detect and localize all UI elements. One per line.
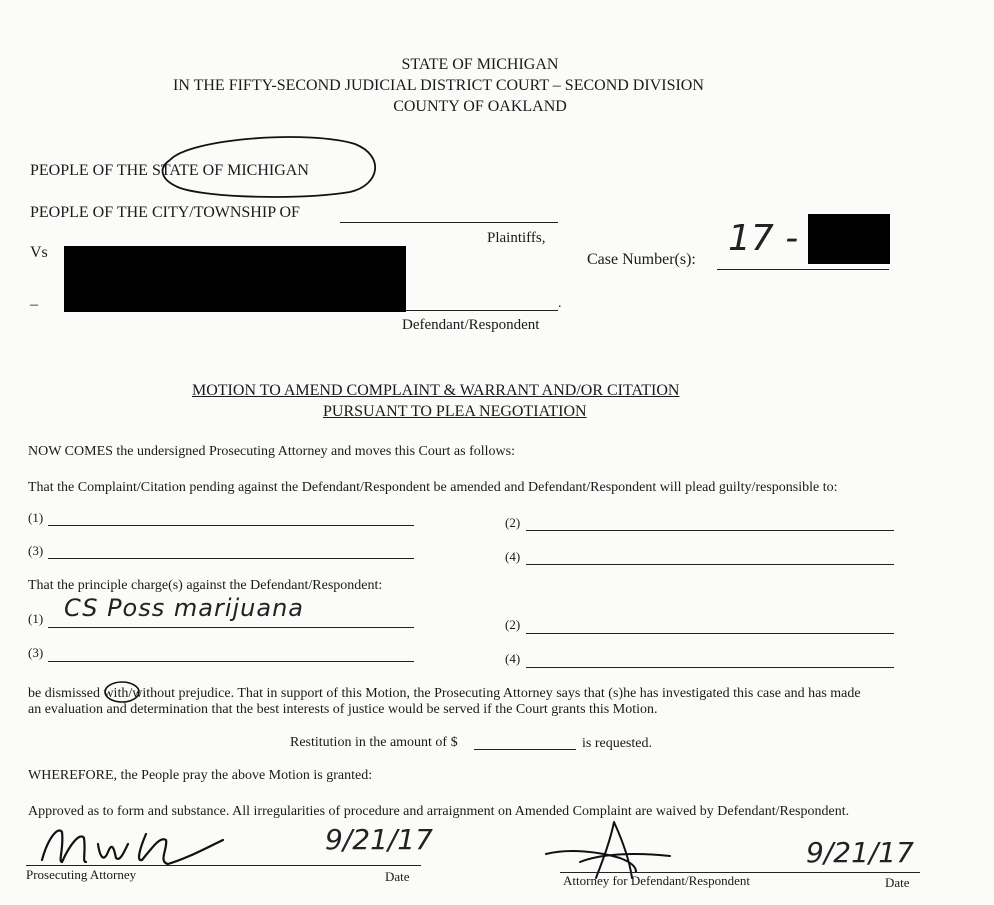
city-line: [340, 222, 558, 223]
plaintiffs-label: Plaintiffs,: [487, 230, 546, 246]
redacted-defendant-name: [64, 246, 406, 312]
charge-item-4: (4): [505, 651, 521, 666]
now-comes-text: NOW COMES the undersigned Prosecuting Attorney and moves this Court as follows:: [28, 444, 515, 459]
principle-charge-text: That the principle charge(s) against the Defendant/Respondent:: [28, 578, 383, 593]
restitution-line[interactable]: [474, 749, 576, 750]
prosecutor-date-handwritten: 9/21/17: [325, 823, 433, 856]
court-name: IN THE FIFTY-SECOND JUDICIAL DISTRICT COURT – SECOND DIVISION: [173, 77, 704, 94]
defense-date-handwritten: 9/21/17: [806, 836, 914, 869]
case-number-handwritten: 17 -: [728, 218, 799, 259]
prosecutor-label: Prosecuting Attorney: [26, 867, 137, 882]
charge-line-1[interactable]: [48, 627, 414, 628]
charge-1-handwritten: CS Poss marijuana: [64, 594, 304, 622]
amend-line-3[interactable]: [48, 558, 414, 559]
charge-line-2[interactable]: [526, 633, 894, 634]
charge-item-1: (1): [28, 611, 44, 626]
dismissed-text-1: be dismissed with/without prejudice. That in support of this Motion, the Prosecuting Attorney says that (s)he has investigated this case and has made: [28, 686, 861, 701]
motion-title-2: PURSUANT TO PLEA NEGOTIATION: [323, 403, 587, 420]
amend-line-1[interactable]: [48, 525, 414, 526]
restitution-label: Restitution in the amount of $: [290, 735, 458, 750]
charge-line-3[interactable]: [48, 661, 414, 662]
amend-item-4: (4): [505, 549, 521, 564]
restitution-requested: is requested.: [582, 736, 652, 751]
amend-item-3: (3): [28, 543, 44, 558]
charge-item-2: (2): [505, 617, 521, 632]
amend-item-1: (1): [28, 510, 44, 525]
dash-mark: –: [30, 296, 38, 313]
defendant-label: Defendant/Respondent: [402, 317, 540, 333]
people-city: PEOPLE OF THE CITY/TOWNSHIP OF: [30, 204, 300, 221]
approved-text: Approved as to form and substance. All irregularities of procedure and arraignment on Amended Complaint are waived by Defendant/Respondent.: [28, 804, 850, 819]
prosecutor-sign-line[interactable]: [26, 865, 421, 866]
case-number-line: [717, 269, 889, 270]
charge-line-4[interactable]: [526, 667, 894, 668]
case-number-label: Case Number(s):: [587, 251, 696, 268]
court-county: COUNTY OF OAKLAND: [393, 98, 567, 115]
defendant-line: [406, 310, 558, 311]
redacted-case-number: [808, 214, 890, 264]
vs-label: Vs: [30, 244, 48, 261]
wherefore-text: WHEREFORE, the People pray the above Motion is granted:: [28, 768, 373, 783]
complaint-text: That the Complaint/Citation pending against the Defendant/Respondent be amended and Defendant/Respondent will plead guilty/responsible to:: [28, 480, 838, 495]
dismissed-text-2: an evaluation and determination that the best interests of justice would be served if the Court grants this Motion.: [28, 702, 658, 717]
charge-item-3: (3): [28, 645, 44, 660]
people-state: PEOPLE OF THE STATE OF MICHIGAN: [30, 162, 309, 179]
court-state: STATE OF MICHIGAN: [401, 56, 559, 73]
defense-date-label: Date: [885, 875, 910, 890]
amend-line-2[interactable]: [526, 530, 894, 531]
amend-line-4[interactable]: [526, 564, 894, 565]
amend-item-2: (2): [505, 515, 521, 530]
defense-label: Attorney for Defendant/Respondent: [563, 873, 751, 888]
motion-title-1: MOTION TO AMEND COMPLAINT & WARRANT AND/OR CITATION: [192, 382, 680, 399]
prosecutor-date-label: Date: [385, 869, 410, 884]
circle-mark-state: [150, 130, 390, 200]
defendant-period: .: [558, 296, 562, 311]
